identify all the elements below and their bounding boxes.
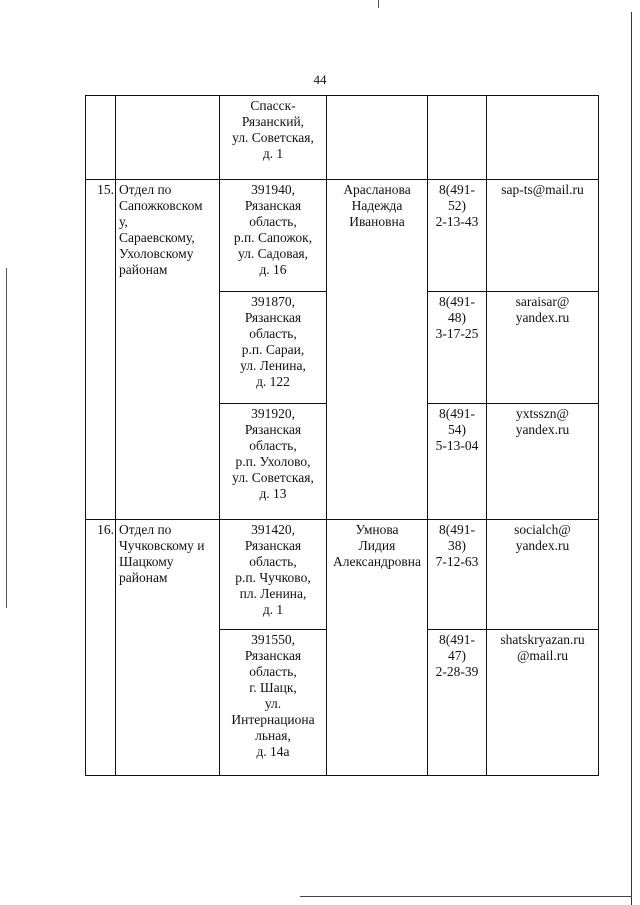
row-number: 15. — [86, 180, 116, 520]
office-address: 391420, Рязанская область, р.п. Чучково, пл. Ленина, д. 1 — [220, 520, 327, 630]
scan-edge-mark — [378, 0, 379, 8]
email-address: yxtsszn@ yandex.ru — [487, 404, 599, 520]
office-address: 391920, Рязанская область, р.п. Ухолово, ул. Советская, д. 13 — [220, 404, 327, 520]
phone-number: 8(491-54) 5-13-04 — [428, 404, 487, 520]
department-name: Отдел по Сапожковском у, Сараевскому, Ухоловскому районам — [116, 180, 220, 520]
phone-number: 8(491-52) 2-13-43 — [428, 180, 487, 292]
row-number — [86, 96, 116, 180]
department-name: Отдел по Чучковскому и Шацкому районам — [116, 520, 220, 776]
email-address: saraisar@ yandex.ru — [487, 292, 599, 404]
scan-right-edge — [631, 12, 632, 905]
offices-table — [85, 95, 599, 776]
email-address: sap-ts@mail.ru — [487, 180, 599, 292]
row-number: 16. — [86, 520, 116, 776]
phone-number: 8(491-47) 2-28-39 — [428, 630, 487, 776]
head-name: Умнова Лидия Александровна — [327, 520, 428, 776]
office-address: 391550, Рязанская область, г. Шацк, ул. Интернациона льная, д. 14а — [220, 630, 327, 776]
scan-left-edge — [6, 268, 7, 608]
email-address — [487, 96, 599, 180]
office-address: 391870, Рязанская область, р.п. Сараи, ул. Ленина, д. 122 — [220, 292, 327, 404]
page-number: 44 — [313, 72, 327, 87]
phone-number: 8(491-38) 7-12-63 — [428, 520, 487, 630]
office-address: 391940, Рязанская область, р.п. Сапожок, ул. Садовая, д. 16 — [220, 180, 327, 292]
head-name: Арасланова Надежда Ивановна — [327, 180, 428, 520]
scan-bottom-edge — [300, 896, 632, 897]
office-address: Спасск- Рязанский, ул. Советская, д. 1 — [220, 96, 327, 180]
table-row — [86, 520, 599, 630]
email-address: shatskryazan.ru @mail.ru — [487, 630, 599, 776]
table-row — [86, 180, 599, 292]
head-name — [327, 96, 428, 180]
department-name — [116, 96, 220, 180]
phone-number — [428, 96, 487, 180]
email-address: socialch@ yandex.ru — [487, 520, 599, 630]
phone-number: 8(491-48) 3-17-25 — [428, 292, 487, 404]
table-row — [86, 96, 599, 180]
